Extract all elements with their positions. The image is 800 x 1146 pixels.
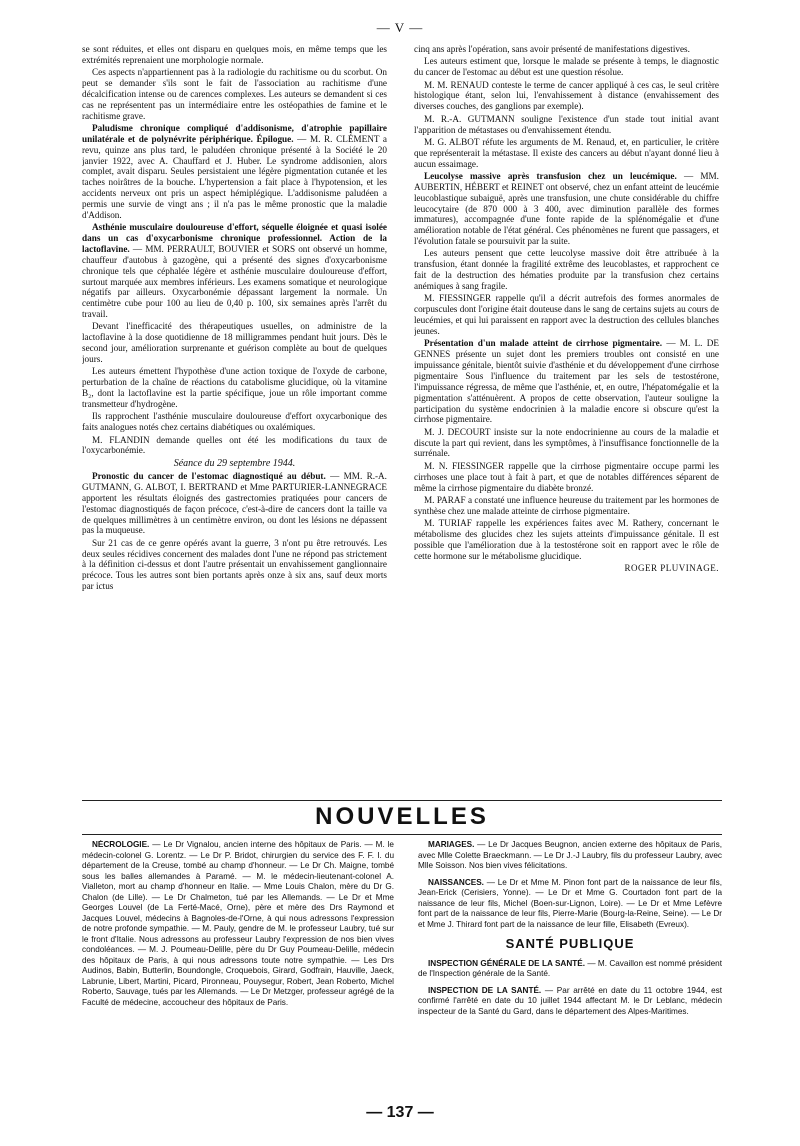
paragraph-text: M. G. ALBOT réfute les arguments de M. Renaud, et, en particulier, le critère que représenterait la métastase. Il existe des cancers au début n'ayant donné lieu à aucun essaimage. <box>414 136 719 169</box>
paragraph-text: M. FIESSINGER rappelle qu'il a décrit autrefois des formes anormales de corpuscules dont l'origine était douteuse dans le sang de certains sujets au cours de leucémies, et qui lui paraissent en rapport avec la destruction des cellules blanches jeunes. <box>414 293 719 336</box>
paragraph-text: cinq ans après l'opération, sans avoir présenté de manifestations digestives. <box>414 44 690 54</box>
page-number: — 137 — <box>366 1104 434 1121</box>
paragraph-text: M. M. RENAUD conteste le terme de cancer appliqué à ces cas, le seul critère histologique étant, selon lui, l'envahissement à distance (envahissement des diverses couches, des ganglions par exemple). <box>414 79 719 112</box>
seance-date: Séance du 29 septembre 1944. <box>173 457 296 469</box>
necrologie-label: NÉCROLOGIE. <box>92 840 150 849</box>
paragraph <box>82 435 387 457</box>
paragraph <box>82 366 387 409</box>
paragraph-text: Devant l'inefficacité des thérapeutiques usuelles, on administre de la lactoflavine à la dose quotidienne de 18 milligrammes pendant huit jours. Dès le second jour, amélioration surprenante et guérison complète au bout de quelques jours. <box>82 321 387 365</box>
igs-text: — M. Cavaillon est nommé président de l'Inspection générale de la Santé. <box>418 958 722 979</box>
paragraph-text: se sont réduites, et elles ont disparu en quelques mois, en même temps que les extrémités reprenaient une morphologie normale. <box>82 44 387 65</box>
paragraph <box>414 171 719 247</box>
mariages-paragraph <box>418 840 722 872</box>
is-text: — Par arrêté en date du 11 octobre 1944, est confirmé l'arrêté en date du 10 juillet 1944 affectant M. le Dr Leblanc, médecin inspecteur de la Santé du Gard, dans le département des Alpes-Maritimes. <box>418 985 722 1016</box>
paragraph <box>414 427 719 460</box>
paragraph <box>414 338 719 425</box>
paragraph <box>82 44 387 66</box>
is-label: INSPECTION DE LA SANTÉ. <box>428 985 542 995</box>
paragraph-text: M. J. DECOURT insiste sur la note endocrinienne au cours de la maladie et discute la part qui revient, dans les symptômes, à l'insuffisance fonctionnelle de la surrénale. <box>414 426 719 459</box>
paragraph <box>82 538 387 592</box>
paragraph <box>414 137 719 170</box>
paragraph <box>82 123 387 221</box>
paragraph-text: M. PARAF a constaté une influence heureuse du traitement par les hormones de synthèse chez une malade atteinte de cirrhose pigmentaire. <box>414 494 719 516</box>
paragraph-text: M. TURIAF rappelle les expériences faites avec M. Rathery, concernant le métabolisme des glucides chez les sujets atteints d'impuissance génitale. Il est possible que l'amélioration due à la testostérone soit en rapport avec le rôle de cette hormone sur le métabolisme glucidique. <box>414 518 719 561</box>
paragraph-text: Les auteurs estiment que, lorsque le malade se présente à temps, le diagnostic du cancer de l'estomac au début est une question résolue. <box>414 56 719 78</box>
divider-top <box>82 800 722 801</box>
is-paragraph <box>418 986 722 1018</box>
nouvelles-right-column <box>418 840 722 1090</box>
necrologie-text: — Le Dr Vignalou, ancien interne des hôpitaux de Paris. — M. le médecin-colonel G. Lorentz. — Le Dr P. Bridot, chirurgien du service des F. F. I. du département de la Creuse, tombé au champ d'honneur. — Le Dr Ch. Maigne, tombé sous les balles allemandes à Paramé. — M. le médecin-lieutenant-colonel A. Vialleton, mort au champ d'honneur en Italie. — Mme Louis Chalon, mère du Dr G. Chalon (de Lille). — Le Dr Chalmeton, tué par les Allemands. — Le Dr et Mme Georges Louvel (de La Ferté-Macé, Orne), père et mère des Drs Raymond et Jacques Louvel, médecins à Bagnoles-de-l'Orne, à qui nous adressons l'expression de notre profonde sympathie. — M. Pauly, gendre de M. le professeur Laubry, tué sur le front d'Italie. Nous adressons au professeur Laubry l'expression de nos bien vives condoléances. — M. J. Poumeau-Delille, père du Dr Guy Poumeau-Delille, médecin des hôpitaux de Paris, à qui nous adressons toute notre sympathie. — Les Drs Audinos, Babin, Butterlin, Boundongle, Croquebois, Girard, Godfrain, Hauville, Jaeck, Labrunie, Libert, Martini, Picard, Pironneau, Pouysegur, Robert, Jean Roberto, Michel Roberto, Sauvage, tués par les Allemands. — Le Dr Metzger, professeur agrégé de la Faculté de médecine, accoucheur des hôpitaux de Paris. <box>82 840 394 1007</box>
naissances-paragraph <box>418 878 722 931</box>
paragraph <box>414 495 719 517</box>
paragraph-text: — M. R. CLÉMENT a revu, quinze ans plus tard, le paludéen chronique présenté à la Société le 20 janvier 1922, avec A. Chauffard et J. Huber. Le syndrome addisonien, alors complet, avait disparu. Seules persistaient une légère pigmentation cutanée et les taches noirâtres de la bouche. L'hypertension a fait place à l'hypotension, et les accidents nerveux ont pris un aspect hémiplégique. L'addisonisme paludéen a permis une survie de vingt ans ; il n'a pas le même pronostic que la maladie d'Addison. <box>82 133 387 220</box>
mariages-label: MARIAGES. <box>428 840 475 849</box>
paragraph-text: Ces aspects n'appartiennent pas à la radiologie du rachitisme ou du scorbut. On peut se demander s'ils sont le fait de l'association au rachitisme d'une décalcification intense ou de carences complexes. Les auteurs se demandent si ces cas ne représentent pas un intermédiaire entre les ostéopathies de famine et le rachitisme grave. <box>82 67 387 121</box>
mariages-text: — Le Dr Jacques Beugnon, ancien externe des hôpitaux de Paris, avec Mlle Colette Braeckmann. — Le Dr J.-J Laubry, fils du professeur Laubry, avec Mlle Soisson. Nos bien vives félicitations. <box>418 840 722 870</box>
paragraph-text: M. N. FIESSINGER rappelle que la cirrhose pigmentaire occupe parmi les cirrhoses une place tout à fait à part, et que de notables différences séparent de même la cirrhose pigmentaire du diabète bronzé. <box>414 460 719 493</box>
paragraph-text: Sur 21 cas de ce genre opérés avant la guerre, 3 n'ont pu être retrouvés. Les deux seules récidives concernent des malades dont l'une ne répond pas strictement à la définition ci-dessus et dont l'autre présentait un envahissement ganglionnaire précoce. Tous les autres sont bien portants après onze à six ans, sauf deux morts par ictus <box>82 537 387 592</box>
paragraph <box>414 293 719 336</box>
paragraph-text: — MM. PERRAULT, BOUVIER et SORS ont observé un homme, chauffeur d'autobus à gazogène, qui a présenté des signes d'oxycarbonisme chronique tels que céphalée légère et asthénie musculaire douloureuse d'effort, surtout marquée aux membres inférieurs. Les examens somatique et neurologique négatifs par ailleurs. Oxycarbonémie dépassant largement la normale. Un centimètre cube pour 100 au lieu de 0,40 p. 100, six semaines après l'arrêt du travail. <box>82 243 387 320</box>
paragraph <box>414 80 719 113</box>
section-heading: Présentation d'un malade atteint de cirrhose pigmentaire. <box>424 338 663 349</box>
paragraph <box>414 114 719 136</box>
left-column <box>82 44 387 794</box>
section-heading: Paludisme chronique compliqué d'addisonisme, d'atrophie papillaire unilatérale et de polynévrite périphérique. Épilogue. <box>82 123 387 144</box>
paragraph-text: Les auteurs pensent que cette leucolyse massive doit être attribuée à la transfusion, étant donnée la fragilité extrême des leucoblastes, et rapprochent ce fait de la destruction des hématies produite par la transfusion chez certains anémiques à sang fragile. <box>414 248 719 292</box>
paragraph <box>82 67 387 121</box>
paragraph <box>82 471 387 536</box>
paragraph-text: — M. L. DE GENNES présente un sujet dont les premiers troubles ont consisté en une impuissance génitale, bientôt suivie d'asthénie et du développement d'une cirrhose pigmentaire Sous l'influence du traitement par les sels de testostérone, l'impuissance régressa, de même que l'asthénie, et, en outre, l'hépatomégalie et la pigmentation s'atténuèrent. A propos de cette observation, l'auteur souligne la participation du système endocrinien à la maladie encore si obscure qu'est la cirrhose pigmentaire. <box>414 338 719 425</box>
page-section-mark: — V — <box>376 20 424 35</box>
section-heading: Pronostic du cancer de l'estomac diagnostiqué au début. <box>92 471 326 482</box>
paragraph <box>414 248 719 291</box>
nouvelles-left-column <box>82 840 394 1090</box>
nouvelles-title: NOUVELLES <box>315 803 489 830</box>
paragraph-text: — MM. R.-A. GUTMANN, G. ALBOT, I. BERTRAND et Mme PARTURIER-LANNEGRACE apportent les résultats éloignés des gastrectomies pratiquées pour cancers de l'estomac diagnostiqués de façon précoce, c'est-à-dire de cancers dont la taille va de quelques millimètres à un centimètre environ, ou dont les lésions ne dépassent pas la muqueuse. <box>82 471 387 536</box>
paragraph <box>82 222 387 320</box>
paragraph-text: M. R.-A. GUTMANN souligne l'existence d'un stade tout initial avant l'apparition de métastases ou d'envahissement étendu. <box>414 113 719 135</box>
divider-bottom <box>82 834 722 835</box>
paragraph <box>414 56 719 78</box>
section-heading: Leucolyse massive après transfusion chez un leucémique. <box>424 170 677 181</box>
paragraph <box>414 518 719 561</box>
paragraph <box>82 411 387 433</box>
naissances-label: NAISSANCES. <box>428 877 484 887</box>
sante-publique-title: SANTÉ PUBLIQUE <box>505 936 635 951</box>
igs-paragraph <box>418 959 722 980</box>
author-signature: ROGER PLUVINAGE. <box>624 563 719 574</box>
paragraph-text: Ils rapprochent l'asthénie musculaire douloureuse d'effort oxycarbonique des faits analogues notés chez certains diabétiques ou oxalémiques. <box>82 411 387 433</box>
right-column <box>414 44 719 794</box>
necrologie-paragraph <box>82 840 394 1008</box>
paragraph <box>414 461 719 494</box>
paragraph-text: M. FLANDIN demande quelles ont été les modifications du taux de l'oxycarbonémie. <box>82 434 387 456</box>
paragraph <box>414 44 719 55</box>
naissances-text: — Le Dr et Mme M. Pinon font part de la naissance de leur fils, Jean-Erick (Cerisiers, Yonne). — Le Dr et Mme G. Courtadon font part de la naissance de leur fils, Michel (Boen-sur-Lignon, Loire). — Le Dr et Mme Lefèvre font part de la naissance de leur fils, Pierre-Marie (Bourg-la-Reine, Seine). — Le Dr et Mme J. Thirard font part de la naissance de leur fille, Elisabeth (Evreux). <box>418 877 722 929</box>
paragraph <box>82 321 387 364</box>
igs-label: INSPECTION GÉNÉRALE DE LA SANTÉ. <box>428 958 585 968</box>
paragraph-text: Les auteurs émettent l'hypothèse d'une action toxique de l'oxyde de carbone, perturbation de la chaîne de réactions du catabolisme glucidique, où la vitamine B₂, dont la lactoflavine est la partie spécifique, joue un rôle important comme transmetteur d'hydrogène. <box>82 366 387 409</box>
paragraph-text: — MM. AUBERTIN, HÉBERT et REINET ont observé, chez un enfant atteint de leucémie leucoblastique subaiguë, après une transfusion, une chute considérable du chiffre leucocytaire (de 870 000 à 3 400, avec diminution parallèle des formes immatures), accompagnée d'une fonte rapide de la splénomégalie et d'une amélioration notable de l'état général. Ces phénomènes ne furent que passagers, et l'évolution fatale se poursuivit par la suite. <box>414 170 719 247</box>
section-heading: Asthénie musculaire douloureuse d'effort, séquelle éloignée et quasi isolée dans un cas d'oxycarbonisme chronique professionnel. Action de la lactoflavine. <box>82 222 387 254</box>
